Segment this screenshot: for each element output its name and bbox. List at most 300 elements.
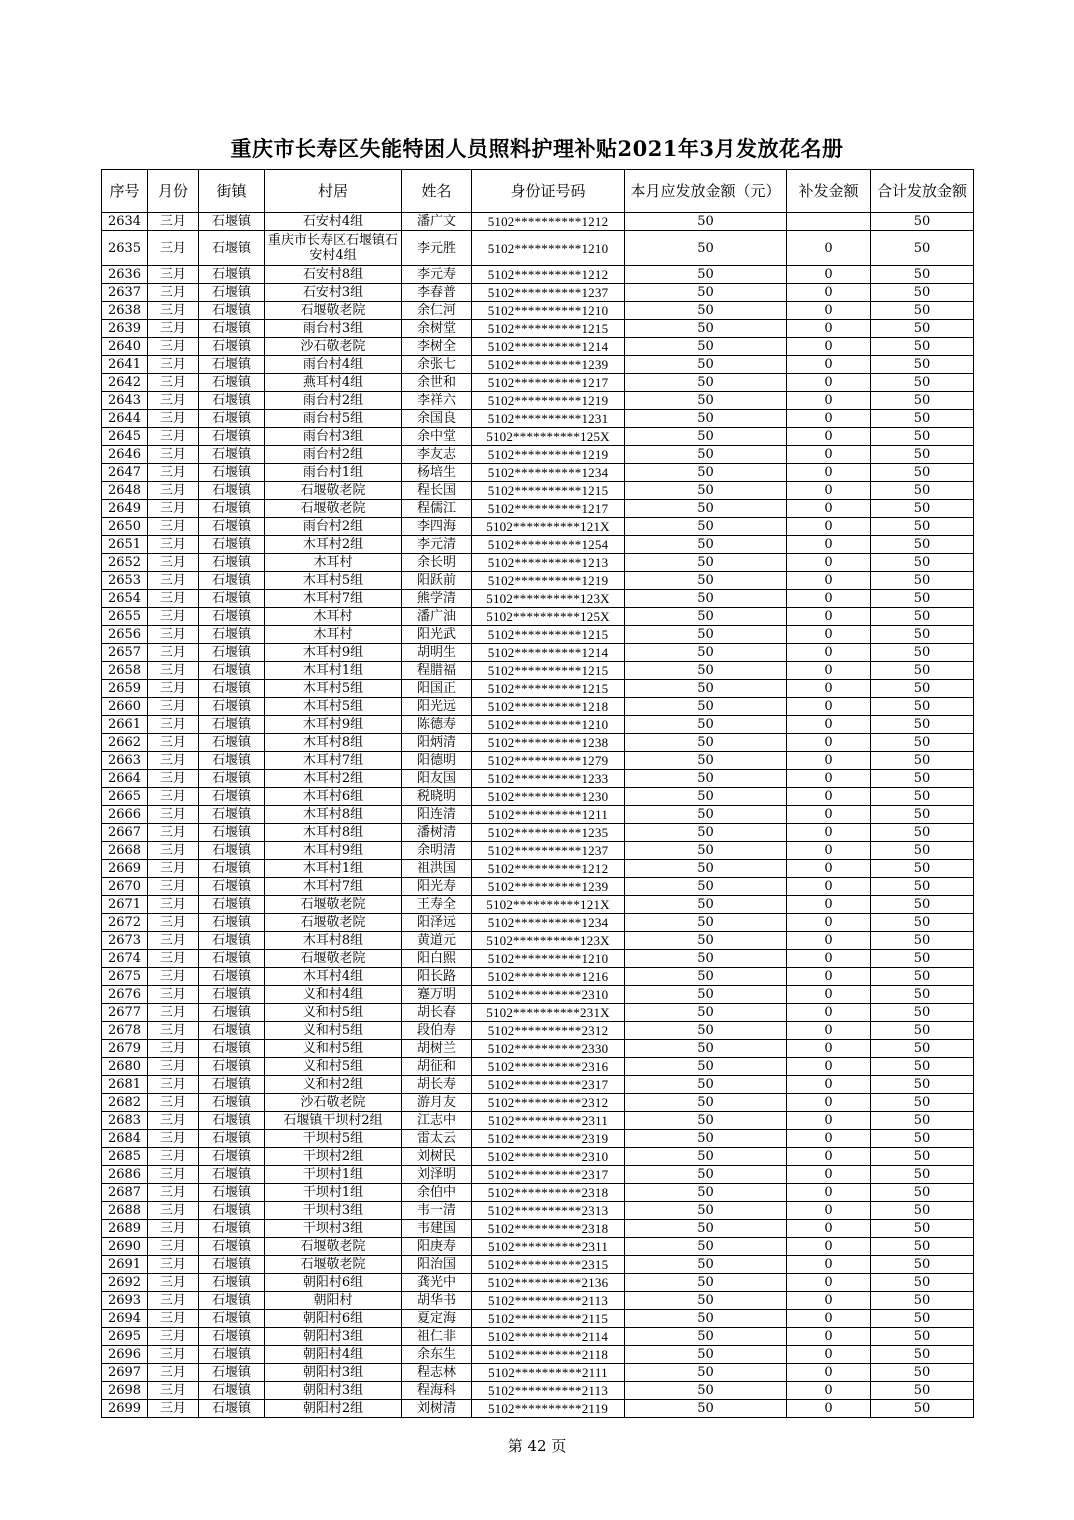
total-cell: 50	[871, 590, 974, 608]
amount-cell: 50	[625, 590, 787, 608]
month-cell: 三月	[148, 1058, 199, 1076]
amount-cell: 50	[625, 968, 787, 986]
name-cell: 余张七	[402, 356, 472, 374]
id-number-cell: 5102**********1230	[472, 788, 625, 806]
total-cell: 50	[871, 896, 974, 914]
town-cell: 石堰镇	[199, 1094, 265, 1112]
amount-cell: 50	[625, 320, 787, 338]
name-cell: 刘树民	[402, 1148, 472, 1166]
amount-cell: 50	[625, 1022, 787, 1040]
town-cell: 石堰镇	[199, 1346, 265, 1364]
seq-cell: 2691	[102, 1256, 148, 1274]
month-cell: 三月	[148, 1004, 199, 1022]
amount-cell: 50	[625, 680, 787, 698]
id-number-cell: 5102**********1213	[472, 554, 625, 572]
total-cell: 50	[871, 1202, 974, 1220]
reissue-cell: 0	[787, 626, 871, 644]
village-cell: 木耳村9组	[265, 716, 402, 734]
id-number-cell: 5102**********2318	[472, 1184, 625, 1202]
village-cell: 义和村2组	[265, 1076, 402, 1094]
month-cell: 三月	[148, 806, 199, 824]
id-number-cell: 5102**********2115	[472, 1310, 625, 1328]
name-cell: 余东生	[402, 1346, 472, 1364]
name-cell: 龚光中	[402, 1274, 472, 1292]
month-cell: 三月	[148, 482, 199, 500]
seq-cell: 2657	[102, 644, 148, 662]
id-number-cell: 5102**********2319	[472, 1130, 625, 1148]
amount-cell: 50	[625, 572, 787, 590]
seq-cell: 2663	[102, 752, 148, 770]
total-cell: 50	[871, 1148, 974, 1166]
village-cell: 义和村5组	[265, 1022, 402, 1040]
village-cell: 朝阳村4组	[265, 1346, 402, 1364]
village-cell: 木耳村8组	[265, 806, 402, 824]
village-cell: 木耳村2组	[265, 770, 402, 788]
reissue-cell: 0	[787, 500, 871, 518]
reissue-cell: 0	[787, 1400, 871, 1418]
seq-cell: 2645	[102, 428, 148, 446]
seq-cell: 2678	[102, 1022, 148, 1040]
id-number-cell: 5102**********2310	[472, 1148, 625, 1166]
reissue-cell: 0	[787, 734, 871, 752]
town-cell: 石堰镇	[199, 518, 265, 536]
table-row	[102, 716, 974, 734]
seq-cell: 2686	[102, 1166, 148, 1184]
table-row	[102, 1076, 974, 1094]
amount-cell: 50	[625, 1058, 787, 1076]
month-cell: 三月	[148, 734, 199, 752]
town-cell: 石堰镇	[199, 1310, 265, 1328]
village-cell: 义和村4组	[265, 986, 402, 1004]
table-row	[102, 374, 974, 392]
town-cell: 石堰镇	[199, 1022, 265, 1040]
town-cell: 石堰镇	[199, 356, 265, 374]
name-cell: 李祥六	[402, 392, 472, 410]
table-row	[102, 1130, 974, 1148]
amount-cell: 50	[625, 500, 787, 518]
reissue-cell: 0	[787, 932, 871, 950]
total-cell: 50	[871, 572, 974, 590]
month-cell: 三月	[148, 1292, 199, 1310]
town-cell: 石堰镇	[199, 1220, 265, 1238]
name-cell: 潘广油	[402, 608, 472, 626]
month-cell: 三月	[148, 1076, 199, 1094]
table-row	[102, 554, 974, 572]
name-cell: 韦建国	[402, 1220, 472, 1238]
id-number-cell: 5102**********1210	[472, 302, 625, 320]
amount-cell: 50	[625, 1202, 787, 1220]
total-cell: 50	[871, 1310, 974, 1328]
town-cell: 石堰镇	[199, 824, 265, 842]
reissue-cell: 0	[787, 1076, 871, 1094]
amount-cell: 50	[625, 1184, 787, 1202]
table-row	[102, 1184, 974, 1202]
name-cell: 潘树清	[402, 824, 472, 842]
town-cell: 石堰镇	[199, 392, 265, 410]
month-cell: 三月	[148, 410, 199, 428]
table-row	[102, 914, 974, 932]
amount-cell: 50	[625, 878, 787, 896]
town-cell: 石堰镇	[199, 698, 265, 716]
table-row	[102, 1364, 974, 1382]
seq-cell: 2669	[102, 860, 148, 878]
reissue-cell: 0	[787, 284, 871, 302]
amount-cell: 50	[625, 896, 787, 914]
month-cell: 三月	[148, 213, 199, 231]
amount-cell: 50	[625, 734, 787, 752]
town-cell: 石堰镇	[199, 896, 265, 914]
amount-cell: 50	[625, 1328, 787, 1346]
amount-cell: 50	[625, 806, 787, 824]
village-cell: 雨台村1组	[265, 464, 402, 482]
village-cell: 木耳村5组	[265, 572, 402, 590]
total-cell: 50	[871, 770, 974, 788]
seq-cell: 2682	[102, 1094, 148, 1112]
total-cell: 50	[871, 1166, 974, 1184]
month-cell: 三月	[148, 284, 199, 302]
town-cell: 石堰镇	[199, 374, 265, 392]
month-cell: 三月	[148, 1166, 199, 1184]
reissue-cell: 0	[787, 231, 871, 266]
seq-cell: 2662	[102, 734, 148, 752]
town-cell: 石堰镇	[199, 860, 265, 878]
name-cell: 胡长寿	[402, 1076, 472, 1094]
town-cell: 石堰镇	[199, 1166, 265, 1184]
id-number-cell: 5102**********2317	[472, 1166, 625, 1184]
seq-cell: 2664	[102, 770, 148, 788]
amount-cell: 50	[625, 662, 787, 680]
town-cell: 石堰镇	[199, 1040, 265, 1058]
id-number-cell: 5102**********123X	[472, 590, 625, 608]
seq-cell: 2687	[102, 1184, 148, 1202]
town-cell: 石堰镇	[199, 644, 265, 662]
seq-cell: 2695	[102, 1328, 148, 1346]
total-cell: 50	[871, 1184, 974, 1202]
seq-cell: 2696	[102, 1346, 148, 1364]
seq-cell: 2654	[102, 590, 148, 608]
village-cell: 雨台村3组	[265, 428, 402, 446]
id-number-cell: 5102**********231X	[472, 1004, 625, 1022]
name-cell: 夏定海	[402, 1310, 472, 1328]
amount-cell: 50	[625, 770, 787, 788]
reissue-cell: 0	[787, 806, 871, 824]
village-cell: 石堰敬老院	[265, 500, 402, 518]
village-cell: 干坝村5组	[265, 1130, 402, 1148]
amount-cell: 50	[625, 1040, 787, 1058]
id-number-cell: 5102**********2113	[472, 1382, 625, 1400]
table-row	[102, 878, 974, 896]
month-cell: 三月	[148, 842, 199, 860]
amount-cell: 50	[625, 266, 787, 284]
amount-cell: 50	[625, 213, 787, 231]
name-cell: 阳国正	[402, 680, 472, 698]
month-cell: 三月	[148, 464, 199, 482]
amount-cell: 50	[625, 554, 787, 572]
table-row	[102, 590, 974, 608]
seq-cell: 2690	[102, 1238, 148, 1256]
total-cell: 50	[871, 554, 974, 572]
id-number-cell: 5102**********2136	[472, 1274, 625, 1292]
seq-cell: 2699	[102, 1400, 148, 1418]
town-cell: 石堰镇	[199, 1130, 265, 1148]
month-cell: 三月	[148, 500, 199, 518]
name-cell: 段伯寿	[402, 1022, 472, 1040]
month-cell: 三月	[148, 374, 199, 392]
seq-cell: 2667	[102, 824, 148, 842]
page-title: 重庆市长寿区失能特困人员照料护理补贴2021年3月发放花名册	[230, 136, 844, 161]
month-cell: 三月	[148, 626, 199, 644]
id-number-cell: 5102**********1216	[472, 968, 625, 986]
month-cell: 三月	[148, 860, 199, 878]
village-cell: 木耳村4组	[265, 968, 402, 986]
name-cell: 王寿全	[402, 896, 472, 914]
table-row	[102, 1400, 974, 1418]
total-cell: 50	[871, 266, 974, 284]
reissue-cell: 0	[787, 878, 871, 896]
seq-cell: 2666	[102, 806, 148, 824]
village-cell: 雨台村2组	[265, 446, 402, 464]
total-cell: 50	[871, 518, 974, 536]
month-cell: 三月	[148, 554, 199, 572]
month-cell: 三月	[148, 968, 199, 986]
village-cell: 石堰敬老院	[265, 1238, 402, 1256]
amount-cell: 50	[625, 1274, 787, 1292]
amount-cell: 50	[625, 1166, 787, 1184]
reissue-cell: 0	[787, 392, 871, 410]
month-cell: 三月	[148, 1094, 199, 1112]
village-cell: 干坝村2组	[265, 1148, 402, 1166]
amount-cell: 50	[625, 428, 787, 446]
total-cell: 50	[871, 1238, 974, 1256]
name-cell: 余伯中	[402, 1184, 472, 1202]
table-row	[102, 500, 974, 518]
name-cell: 阳光寿	[402, 878, 472, 896]
amount-cell: 50	[625, 752, 787, 770]
town-cell: 石堰镇	[199, 500, 265, 518]
name-cell: 程志林	[402, 1364, 472, 1382]
id-number-cell: 5102**********125X	[472, 428, 625, 446]
village-cell: 木耳村6组	[265, 788, 402, 806]
name-cell: 余仁河	[402, 302, 472, 320]
total-cell: 50	[871, 231, 974, 266]
amount-cell: 50	[625, 1004, 787, 1022]
table-row	[102, 896, 974, 914]
town-cell: 石堰镇	[199, 716, 265, 734]
reissue-cell: 0	[787, 1274, 871, 1292]
total-cell: 50	[871, 626, 974, 644]
total-cell: 50	[871, 536, 974, 554]
reissue-cell: 0	[787, 662, 871, 680]
village-cell: 木耳村	[265, 554, 402, 572]
amount-cell: 50	[625, 482, 787, 500]
name-cell: 阳庚寿	[402, 1238, 472, 1256]
id-number-cell: 5102**********2118	[472, 1346, 625, 1364]
seq-cell: 2676	[102, 986, 148, 1004]
col-header-name: 姓名	[402, 170, 472, 213]
town-cell: 石堰镇	[199, 770, 265, 788]
village-cell: 木耳村2组	[265, 536, 402, 554]
reissue-cell	[787, 213, 871, 231]
seq-cell: 2646	[102, 446, 148, 464]
id-number-cell: 5102**********1239	[472, 356, 625, 374]
town-cell: 石堰镇	[199, 1184, 265, 1202]
seq-cell: 2642	[102, 374, 148, 392]
table-row	[102, 608, 974, 626]
col-header-town: 街镇	[199, 170, 265, 213]
village-cell: 朝阳村	[265, 1292, 402, 1310]
town-cell: 石堰镇	[199, 590, 265, 608]
month-cell: 三月	[148, 356, 199, 374]
amount-cell: 50	[625, 824, 787, 842]
table-row	[102, 446, 974, 464]
reissue-cell: 0	[787, 1256, 871, 1274]
total-cell: 50	[871, 608, 974, 626]
total-cell: 50	[871, 1058, 974, 1076]
table-row	[102, 626, 974, 644]
reissue-cell: 0	[787, 1328, 871, 1346]
seq-cell: 2659	[102, 680, 148, 698]
town-cell: 石堰镇	[199, 572, 265, 590]
id-number-cell: 5102**********2311	[472, 1112, 625, 1130]
village-cell: 义和村5组	[265, 1040, 402, 1058]
table-row	[102, 1274, 974, 1292]
town-cell: 石堰镇	[199, 231, 265, 266]
amount-cell: 50	[625, 1094, 787, 1112]
village-cell: 石堰敬老院	[265, 1256, 402, 1274]
reissue-cell: 0	[787, 338, 871, 356]
reissue-cell: 0	[787, 1148, 871, 1166]
total-cell: 50	[871, 662, 974, 680]
total-cell: 50	[871, 806, 974, 824]
town-cell: 石堰镇	[199, 1202, 265, 1220]
village-cell: 燕耳村4组	[265, 374, 402, 392]
village-cell: 义和村5组	[265, 1058, 402, 1076]
name-cell: 余长明	[402, 554, 472, 572]
id-number-cell: 5102**********2313	[472, 1202, 625, 1220]
name-cell: 胡明生	[402, 644, 472, 662]
month-cell: 三月	[148, 824, 199, 842]
month-cell: 三月	[148, 572, 199, 590]
amount-cell: 50	[625, 914, 787, 932]
amount-cell: 50	[625, 1238, 787, 1256]
village-cell: 石安村8组	[265, 266, 402, 284]
table-row	[102, 410, 974, 428]
amount-cell: 50	[625, 1310, 787, 1328]
name-cell: 江志中	[402, 1112, 472, 1130]
name-cell: 余中堂	[402, 428, 472, 446]
month-cell: 三月	[148, 950, 199, 968]
town-cell: 石堰镇	[199, 842, 265, 860]
reissue-cell: 0	[787, 986, 871, 1004]
name-cell: 雷太云	[402, 1130, 472, 1148]
id-number-cell: 5102**********1210	[472, 950, 625, 968]
town-cell: 石堰镇	[199, 662, 265, 680]
id-number-cell: 5102**********1233	[472, 770, 625, 788]
name-cell: 余明清	[402, 842, 472, 860]
reissue-cell: 0	[787, 1112, 871, 1130]
reissue-cell: 0	[787, 608, 871, 626]
name-cell: 程长国	[402, 482, 472, 500]
total-cell: 50	[871, 1130, 974, 1148]
seq-cell: 2671	[102, 896, 148, 914]
name-cell: 余国良	[402, 410, 472, 428]
reissue-cell: 0	[787, 1058, 871, 1076]
table-row	[102, 1382, 974, 1400]
seq-cell: 2660	[102, 698, 148, 716]
seq-cell: 2689	[102, 1220, 148, 1238]
amount-cell: 50	[625, 231, 787, 266]
table-row	[102, 320, 974, 338]
town-cell: 石堰镇	[199, 1238, 265, 1256]
month-cell: 三月	[148, 878, 199, 896]
month-cell: 三月	[148, 1022, 199, 1040]
amount-cell: 50	[625, 788, 787, 806]
village-cell: 朝阳村2组	[265, 1400, 402, 1418]
id-number-cell: 5102**********1237	[472, 842, 625, 860]
reissue-cell: 0	[787, 842, 871, 860]
month-cell: 三月	[148, 302, 199, 320]
village-cell: 干坝村3组	[265, 1202, 402, 1220]
seq-cell: 2694	[102, 1310, 148, 1328]
amount-cell: 50	[625, 1400, 787, 1418]
col-header-amount: 本月应发放金额（元）	[625, 170, 787, 213]
header-row	[102, 170, 974, 213]
id-number-cell: 5102**********1210	[472, 716, 625, 734]
reissue-cell: 0	[787, 1004, 871, 1022]
village-cell: 石堰敬老院	[265, 914, 402, 932]
town-cell: 石堰镇	[199, 752, 265, 770]
table-row	[102, 1310, 974, 1328]
seq-cell: 2675	[102, 968, 148, 986]
id-number-cell: 5102**********2315	[472, 1256, 625, 1274]
month-cell: 三月	[148, 716, 199, 734]
reissue-cell: 0	[787, 590, 871, 608]
amount-cell: 50	[625, 284, 787, 302]
village-cell: 干坝村1组	[265, 1184, 402, 1202]
town-cell: 石堰镇	[199, 266, 265, 284]
reissue-cell: 0	[787, 1166, 871, 1184]
amount-cell: 50	[625, 608, 787, 626]
reissue-cell: 0	[787, 1130, 871, 1148]
total-cell: 50	[871, 446, 974, 464]
amount-cell: 50	[625, 374, 787, 392]
table-row	[102, 518, 974, 536]
town-cell: 石堰镇	[199, 410, 265, 428]
amount-cell: 50	[625, 860, 787, 878]
id-number-cell: 5102**********121X	[472, 518, 625, 536]
table-row	[102, 842, 974, 860]
seq-cell: 2649	[102, 500, 148, 518]
seq-cell: 2688	[102, 1202, 148, 1220]
table-row	[102, 1166, 974, 1184]
table-row	[102, 1346, 974, 1364]
village-cell: 木耳村7组	[265, 752, 402, 770]
id-number-cell: 5102**********2311	[472, 1238, 625, 1256]
table-row	[102, 950, 974, 968]
name-cell: 阳光远	[402, 698, 472, 716]
month-cell: 三月	[148, 428, 199, 446]
seq-cell: 2673	[102, 932, 148, 950]
town-cell: 石堰镇	[199, 1274, 265, 1292]
amount-cell: 50	[625, 464, 787, 482]
reissue-cell: 0	[787, 896, 871, 914]
town-cell: 石堰镇	[199, 536, 265, 554]
month-cell: 三月	[148, 698, 199, 716]
id-number-cell: 5102**********1279	[472, 752, 625, 770]
table-row	[102, 788, 974, 806]
reissue-cell: 0	[787, 860, 871, 878]
month-cell: 三月	[148, 1400, 199, 1418]
